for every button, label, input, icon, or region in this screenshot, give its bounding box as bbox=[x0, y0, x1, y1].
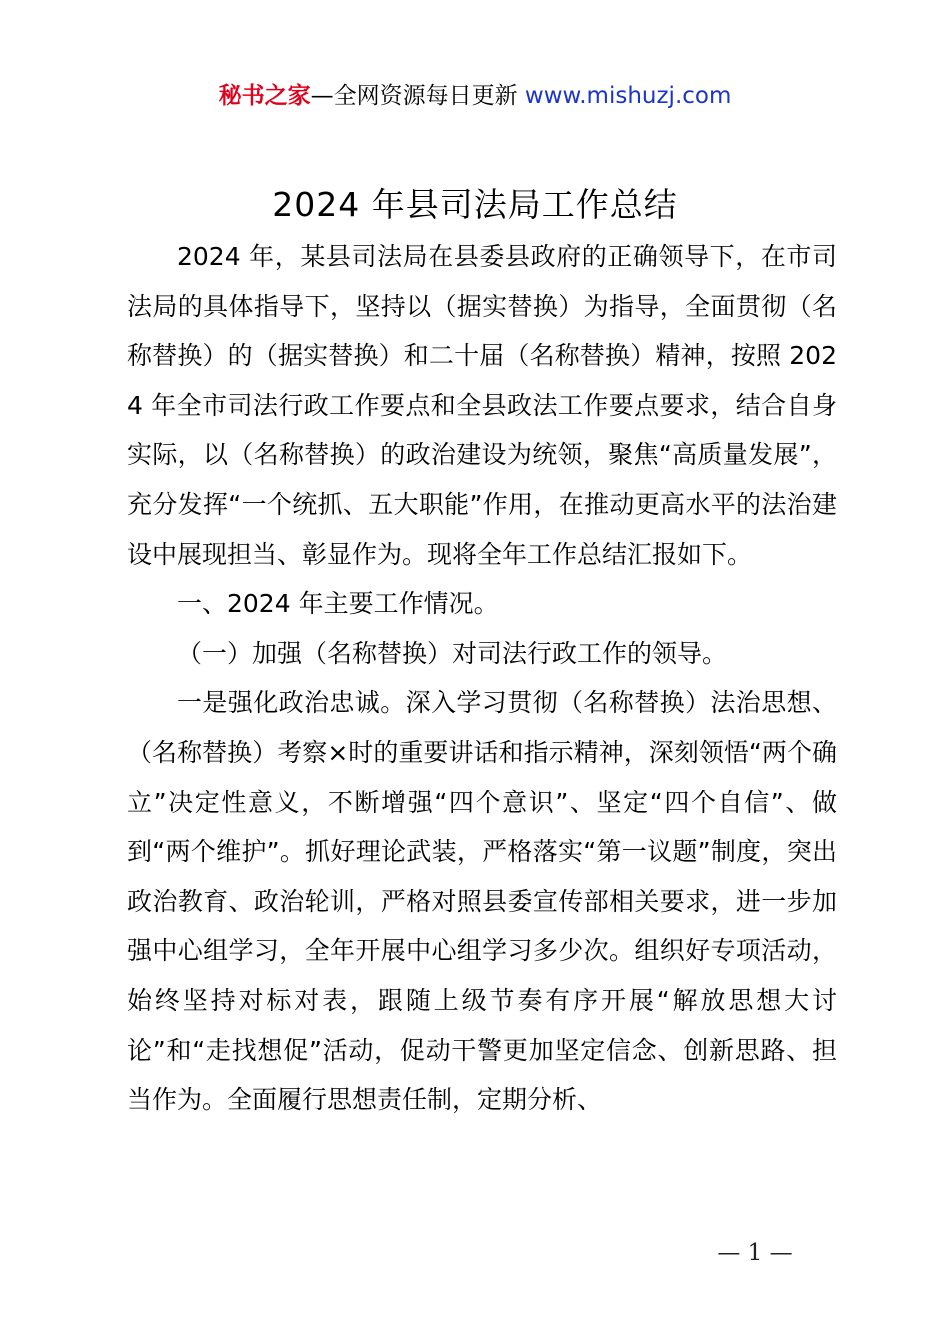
document-title: 2024 年县司法局工作总结 bbox=[272, 185, 678, 224]
site-url-link[interactable]: www.mishuzj.com bbox=[524, 83, 732, 109]
document-body bbox=[127, 232, 837, 1125]
intro-paragraph: 2024 年，某县司法局在县委县政府的正确领导下，在市司法局的具体指导下，坚持以（据实替换）为指导，全面贯彻（名称替换）的（据实替换）和二十届（名称替换）精神，按照 2024 年全市司法行政工作要点和全县政法工作要点要求，结合自身实际，以（名称替换）的政治建设为统领，聚焦“高质量发展”，充分发挥“一个统抓、五大职能”作用，在推动更高水平的法治建设中展现担当、彰显作为。现将全年工作总结汇报如下。 bbox=[127, 242, 837, 569]
subsection-heading: （一）加强（名称替换）对司法行政工作的领导。 bbox=[177, 638, 728, 668]
section-heading: 一、2024 年主要工作情况。 bbox=[177, 589, 499, 619]
site-header-banner bbox=[0, 80, 950, 112]
page-number: — 1 — bbox=[717, 1240, 793, 1266]
site-tagline: —全网资源每日更新 bbox=[310, 83, 525, 109]
site-brand: 秘书之家 bbox=[218, 83, 311, 109]
body-paragraph: 一是强化政治忠诚。深入学习贯彻（名称替换）法治思想、（名称替换）考察×时的重要讲话和指示精神，深刻领悟“两个确立”决定性意义，不断增强“四个意识”、坚定“四个自信”、做到“两个维护”。抓好理论武装，严格落实“第一议题”制度，突出政治教育、政治轮训，严格对照县委宣传部相关要求，进一步加强中心组学习，全年开展中心组学习多少次。组织好专项活动，始终坚持对标对表，跟随上级节奏有序开展“解放思想大讨论”和“走找想促”活动，促动干警更加坚定信念、创新思路、担当作为。全面履行思想责任制，定期分析、 bbox=[127, 688, 837, 1115]
